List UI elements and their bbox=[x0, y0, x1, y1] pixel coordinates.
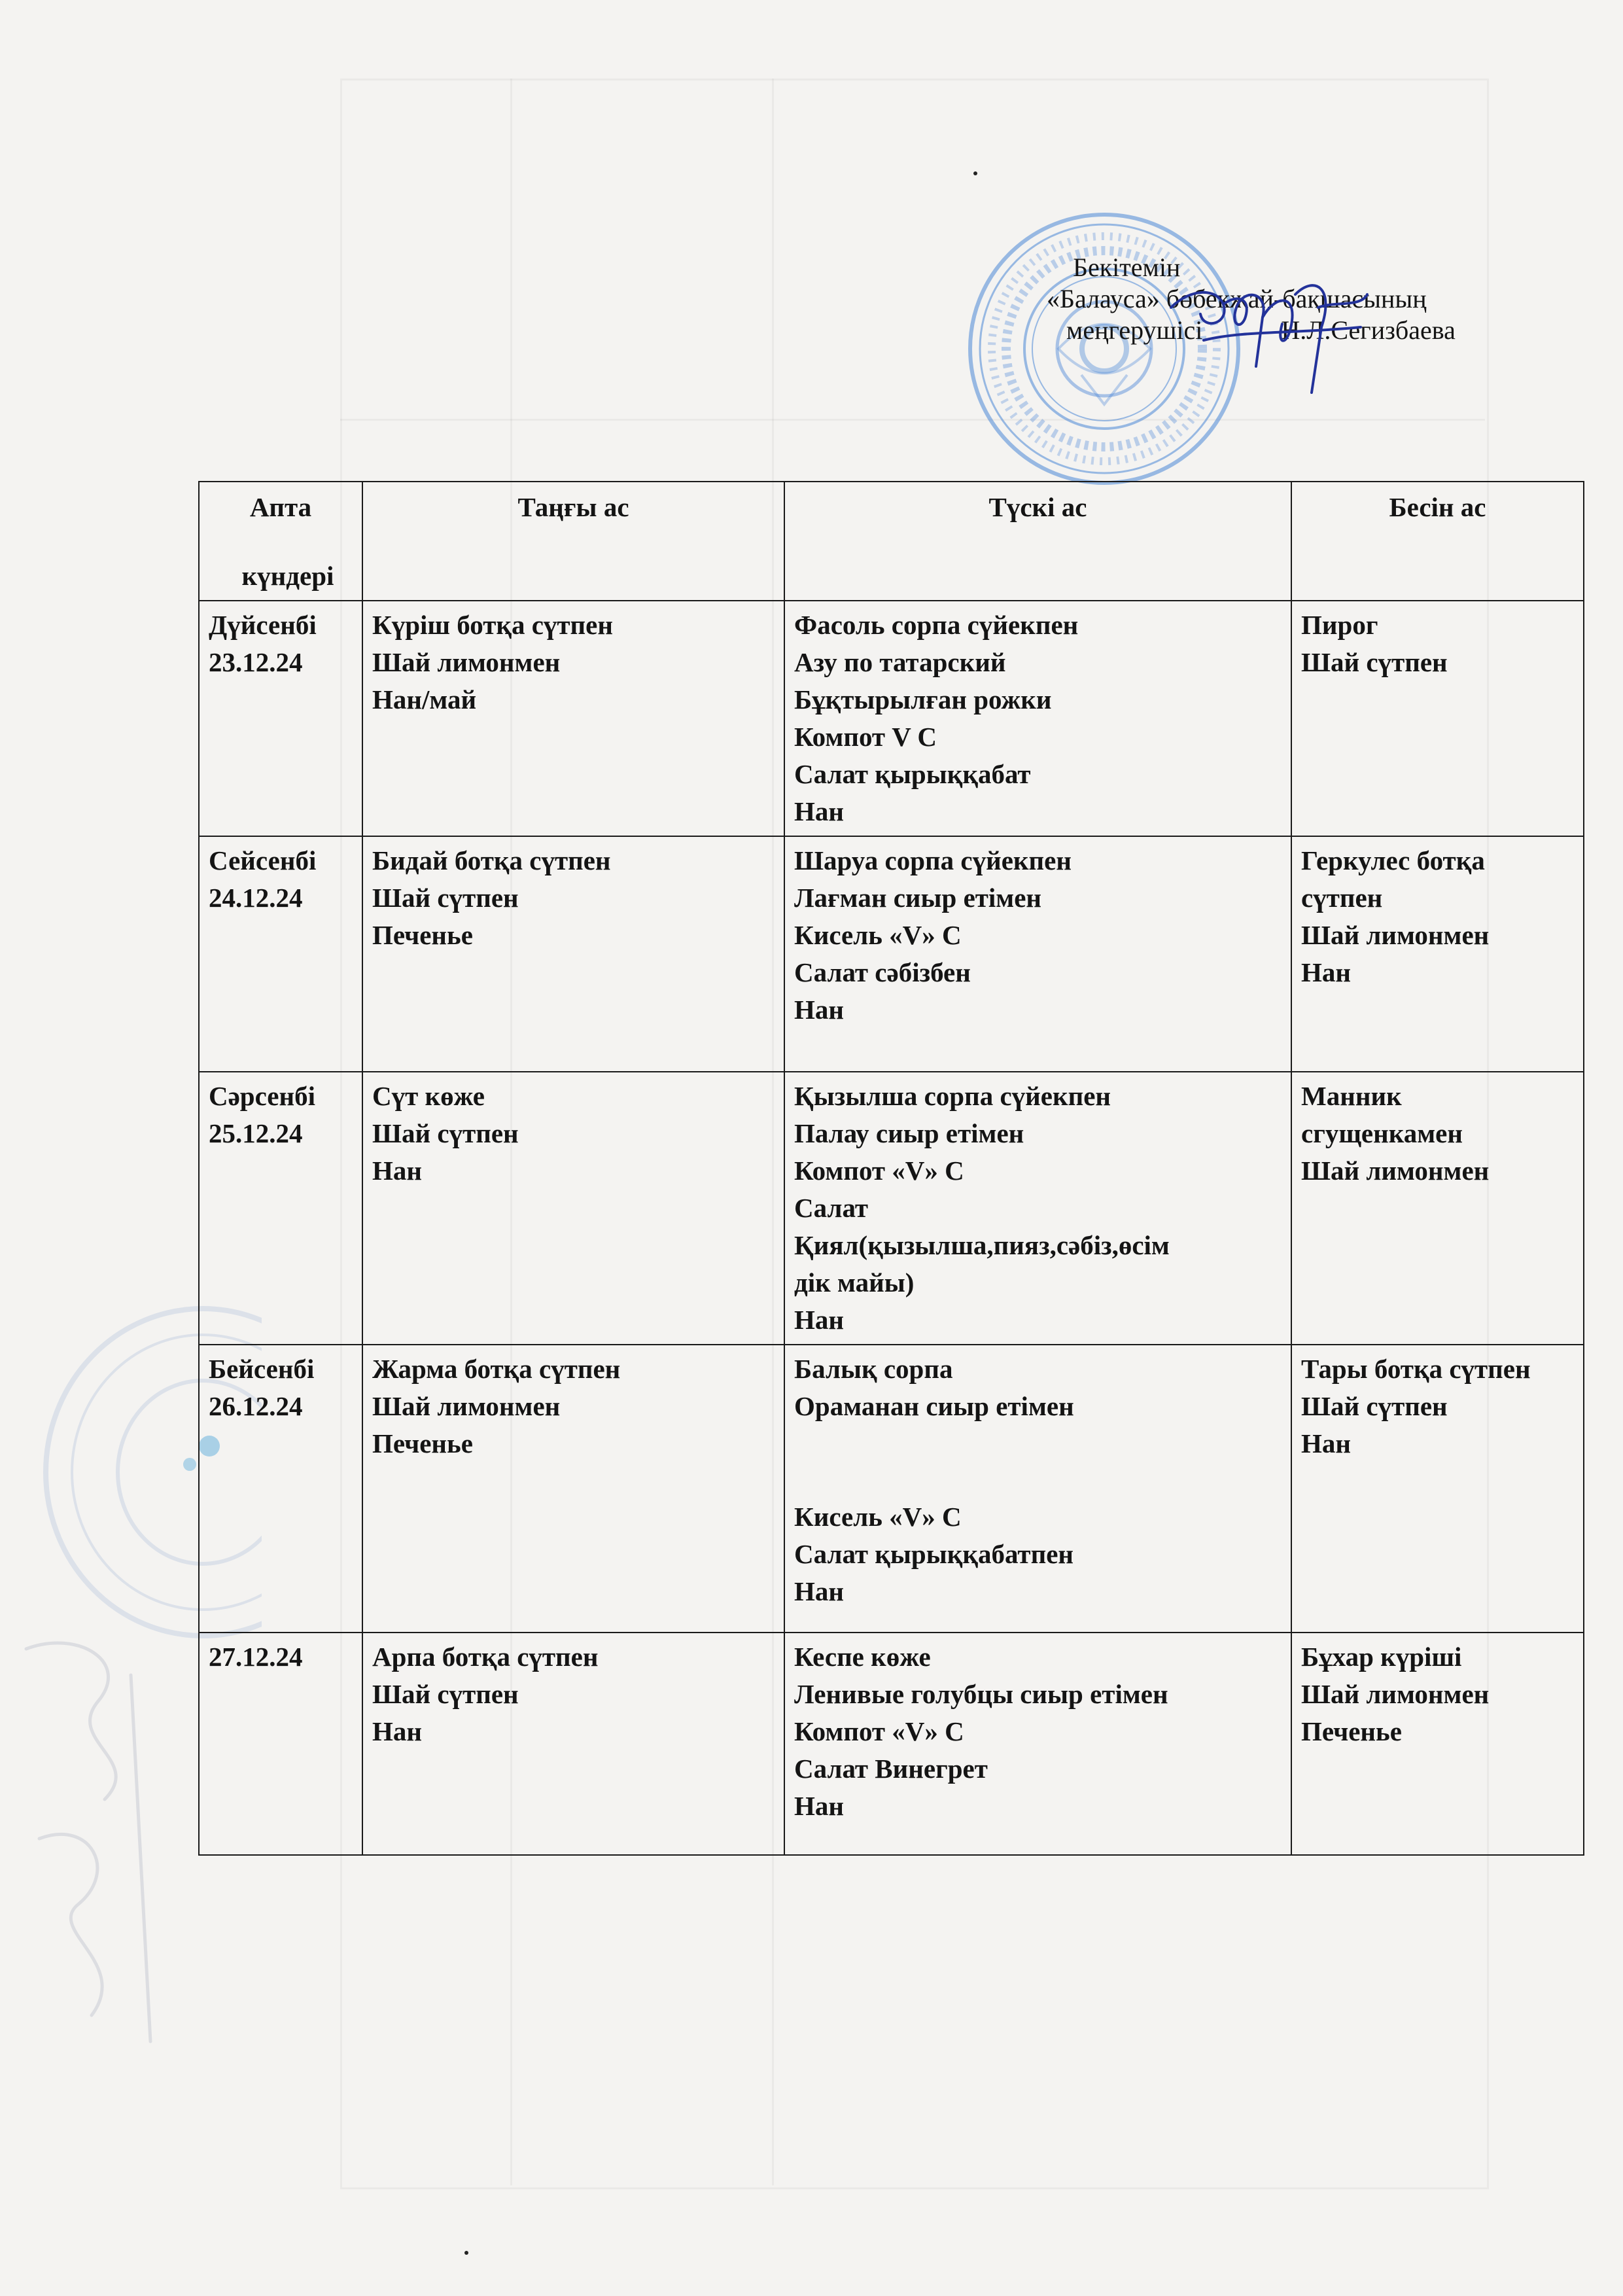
day-date: 27.12.24 bbox=[209, 1642, 303, 1672]
menu-item: Шаруа сорпа сүйекпен bbox=[794, 845, 1072, 875]
menu-item: Печенье bbox=[372, 920, 473, 950]
menu-item: Нан bbox=[794, 1791, 845, 1821]
day-cell bbox=[199, 601, 362, 836]
menu-item: Кисель «V» C bbox=[794, 1502, 962, 1532]
table-row bbox=[199, 1633, 1584, 1855]
header-breakfast: Таңғы ас bbox=[362, 482, 784, 601]
table-row bbox=[199, 601, 1584, 836]
menu-item: Салат қырыққабатпен bbox=[794, 1539, 1074, 1569]
menu-item: Қиял(қызылша,пияз,сәбіз,өсім bbox=[794, 1230, 1170, 1260]
menu-item: Салат қырыққабат bbox=[794, 759, 1031, 789]
snack-cell bbox=[1291, 1072, 1584, 1345]
menu-item: Күріш ботқа сүтпен bbox=[372, 610, 613, 640]
menu-item: Фасоль сорпа сүйекпен bbox=[794, 610, 1079, 640]
day-name: Бейсенбі bbox=[209, 1354, 315, 1384]
menu-item: Сүт көже bbox=[372, 1081, 485, 1111]
weekly-menu-table bbox=[198, 481, 1584, 1856]
menu-item: Шай сүтпен bbox=[1301, 1391, 1448, 1421]
menu-item: дік майы) bbox=[794, 1267, 915, 1298]
day-date: 23.12.24 bbox=[209, 647, 303, 677]
menu-item: Печенье bbox=[372, 1428, 473, 1458]
menu-item: Салат Винегрет bbox=[794, 1754, 988, 1784]
table-header-row bbox=[199, 482, 1584, 601]
breakfast-cell bbox=[362, 1633, 784, 1855]
menu-item: Шай сүтпен bbox=[372, 1118, 519, 1148]
lunch-cell bbox=[784, 1345, 1291, 1633]
menu-item: Шай лимонмен bbox=[372, 1391, 561, 1421]
lunch-cell bbox=[784, 836, 1291, 1072]
menu-item: Бұхар күріші bbox=[1301, 1642, 1462, 1672]
lunch-cell bbox=[784, 601, 1291, 836]
header-days-line1: Апта bbox=[249, 492, 312, 522]
menu-item: Нан bbox=[1301, 957, 1352, 987]
menu-item: Лағман сиыр етімен bbox=[794, 883, 1042, 913]
handwriting-show-through bbox=[0, 1623, 209, 2081]
show-through-line bbox=[340, 419, 1485, 421]
day-name: Дүйсенбі bbox=[209, 610, 317, 640]
menu-item: Арпа ботқа сүтпен bbox=[372, 1642, 599, 1672]
lunch-cell bbox=[784, 1072, 1291, 1345]
menu-item: Компот V C bbox=[794, 722, 937, 752]
menu-item: Бидай ботқа сүтпен bbox=[372, 845, 611, 875]
menu-item: Пирог bbox=[1301, 610, 1378, 640]
menu-item: сгущенкамен bbox=[1301, 1118, 1463, 1148]
menu-item: Жарма ботқа сүтпен bbox=[372, 1354, 621, 1384]
menu-item: Нан bbox=[794, 1305, 845, 1335]
menu-item: Манник bbox=[1301, 1081, 1402, 1111]
day-name: Сейсенбі bbox=[209, 845, 317, 875]
menu-item: Балық сорпа bbox=[794, 1354, 953, 1384]
snack-cell bbox=[1291, 1633, 1584, 1855]
header-days-line2: күндері bbox=[241, 561, 334, 591]
day-cell bbox=[199, 1072, 362, 1345]
blank-line bbox=[794, 1425, 1282, 1498]
table-row bbox=[199, 1072, 1584, 1345]
header-days bbox=[199, 482, 362, 601]
breakfast-cell bbox=[362, 1345, 784, 1633]
approval-title: Бекітемін bbox=[1073, 253, 1181, 282]
breakfast-cell bbox=[362, 836, 784, 1072]
menu-item: Нан bbox=[794, 1576, 845, 1606]
handwritten-signature bbox=[1164, 268, 1374, 406]
menu-item: Нан bbox=[794, 995, 845, 1025]
menu-item: Тары ботқа сүтпен bbox=[1301, 1354, 1531, 1384]
menu-item: Шай лимонмен bbox=[1301, 1156, 1490, 1186]
speck bbox=[973, 171, 977, 175]
menu-item: Салат сәбізбен bbox=[794, 957, 971, 987]
menu-item: Кеспе көже bbox=[794, 1642, 931, 1672]
menu-item: Шай лимонмен bbox=[1301, 1679, 1490, 1709]
day-cell bbox=[199, 1345, 362, 1633]
approval-signatory-name: Н.Л.Сегизбаева bbox=[1281, 315, 1456, 345]
menu-item: Компот «V» C bbox=[794, 1716, 964, 1746]
menu-item: Шай лимонмен bbox=[1301, 920, 1490, 950]
approval-organization: «Балауса» бөбекжай-бақшасының bbox=[1047, 284, 1427, 313]
menu-item: сүтпен bbox=[1301, 883, 1383, 913]
day-date: 24.12.24 bbox=[209, 883, 303, 913]
breakfast-cell bbox=[362, 601, 784, 836]
day-date: 26.12.24 bbox=[209, 1391, 303, 1421]
lunch-cell bbox=[784, 1633, 1291, 1855]
speck bbox=[464, 2251, 468, 2255]
menu-item: Нан bbox=[372, 1156, 423, 1186]
menu-item: Ораманан сиыр етімен bbox=[794, 1391, 1074, 1421]
table-row bbox=[199, 836, 1584, 1072]
menu-item: Бұқтырылған рожки bbox=[794, 684, 1052, 715]
day-date: 25.12.24 bbox=[209, 1118, 303, 1148]
day-cell bbox=[199, 836, 362, 1072]
table-row bbox=[199, 1345, 1584, 1633]
menu-item: Нан/май bbox=[372, 684, 477, 715]
menu-item: Шай сүтпен bbox=[1301, 647, 1448, 677]
snack-cell bbox=[1291, 601, 1584, 836]
day-name: Сәрсенбі bbox=[209, 1081, 316, 1111]
approval-position-label: меңгерушісі bbox=[1066, 315, 1203, 345]
menu-item: Ленивые голубцы сиыр етімен bbox=[794, 1679, 1168, 1709]
menu-item: Шай сүтпен bbox=[372, 1679, 519, 1709]
menu-item: Салат bbox=[794, 1193, 869, 1223]
menu-item: Геркулес ботқа bbox=[1301, 845, 1485, 875]
snack-cell bbox=[1291, 836, 1584, 1072]
header-lunch: Түскі ас bbox=[784, 482, 1291, 601]
menu-item: Нан bbox=[372, 1716, 423, 1746]
menu-item: Кисель «V» C bbox=[794, 920, 962, 950]
menu-item: Палау сиыр етімен bbox=[794, 1118, 1024, 1148]
snack-cell bbox=[1291, 1345, 1584, 1633]
menu-item: Азу по татарский bbox=[794, 647, 1006, 677]
menu-item: Компот «V» C bbox=[794, 1156, 964, 1186]
menu-item: Шай лимонмен bbox=[372, 647, 561, 677]
menu-item: Нан bbox=[794, 796, 845, 826]
day-cell bbox=[199, 1633, 362, 1855]
menu-item: Нан bbox=[1301, 1428, 1352, 1458]
header-snack: Бесін ас bbox=[1291, 482, 1584, 601]
menu-item: Шай сүтпен bbox=[372, 883, 519, 913]
menu-item: Печенье bbox=[1301, 1716, 1402, 1746]
menu-item: Қызылша сорпа сүйекпен bbox=[794, 1081, 1111, 1111]
breakfast-cell bbox=[362, 1072, 784, 1345]
